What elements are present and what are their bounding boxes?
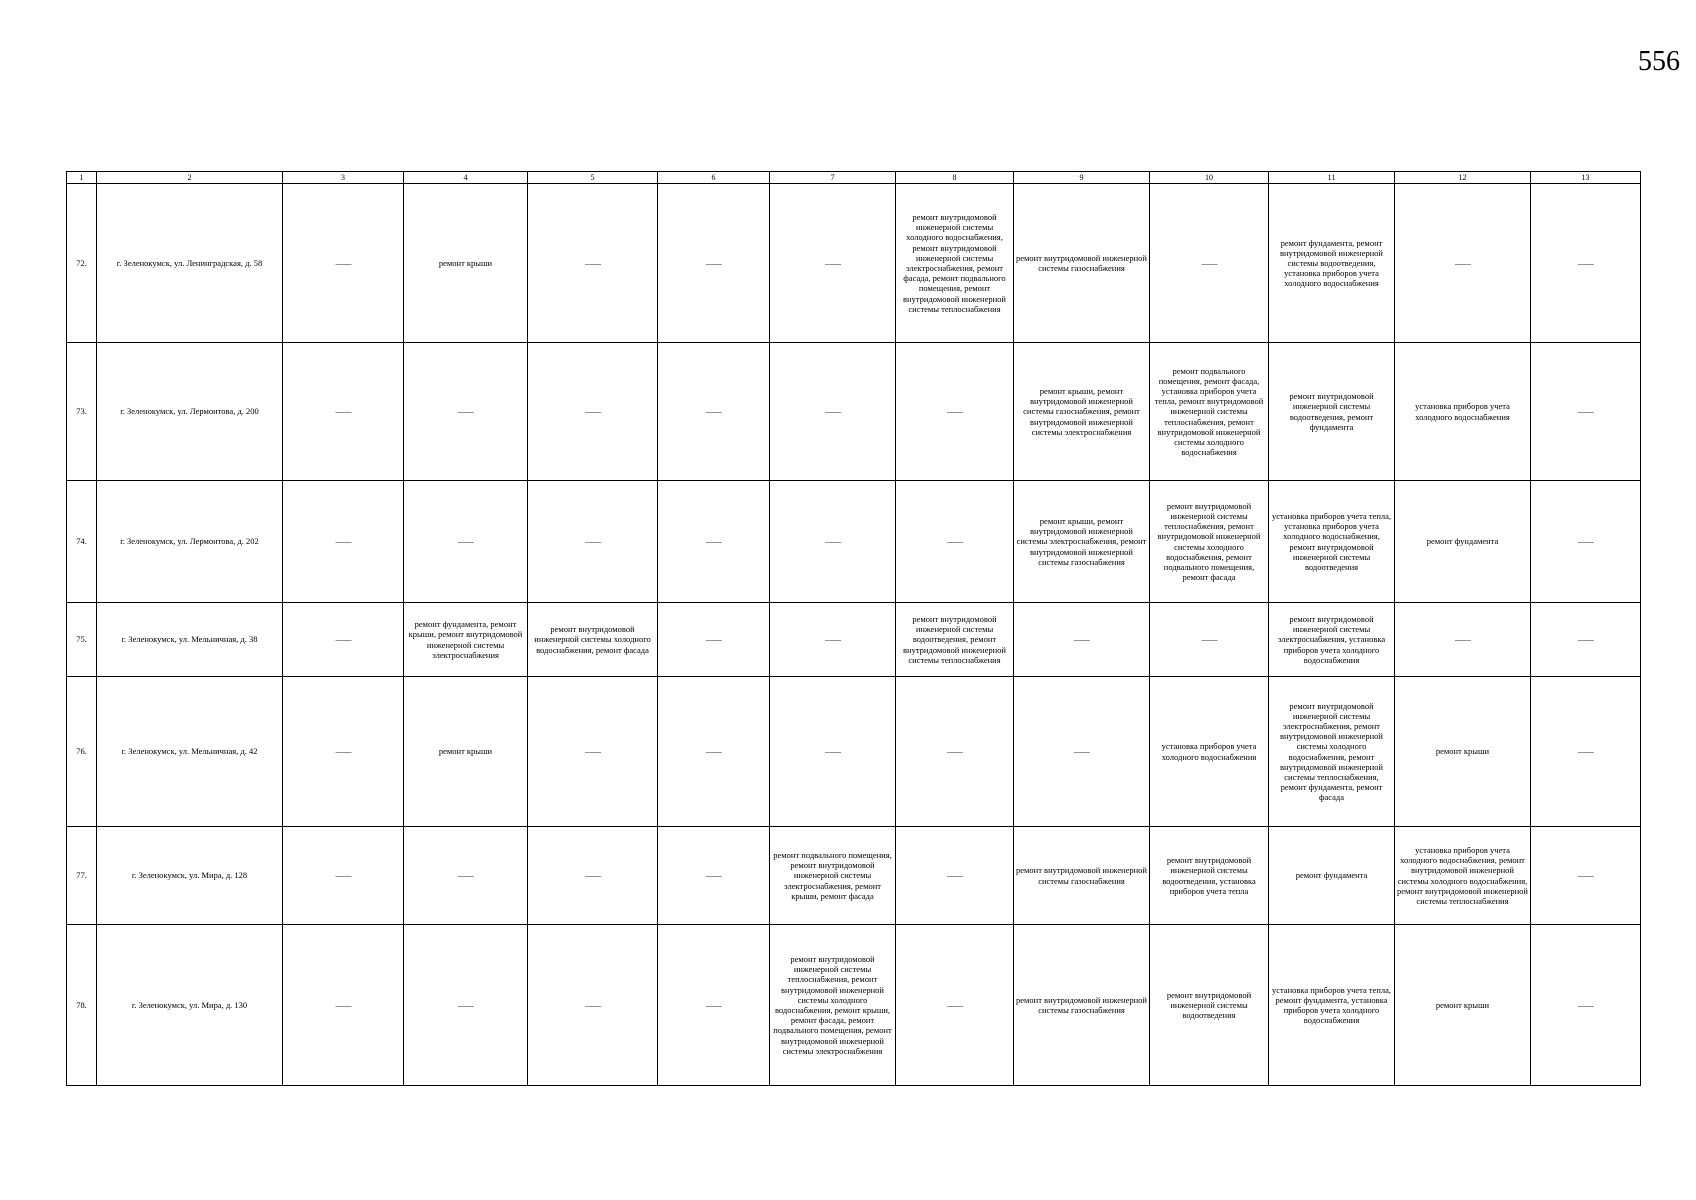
- column-number: 9: [1014, 172, 1150, 184]
- table-cell: ремонт фундамента, ремонт внутридомовой инженерной системы водоотведения, установка приборов учета холодного водоснабжения: [1269, 184, 1395, 343]
- table-cell: ——: [658, 603, 770, 677]
- table-cell: ремонт внутридомовой инженерной системы газоснабжения: [1014, 925, 1150, 1086]
- table-cell: ремонт крыши: [404, 184, 528, 343]
- table-cell: ремонт внутридомовой инженерной системы электроснабжения, ремонт внутридомовой инженерной системы холодного водоснабжения, ремонт внутридомовой инженерной системы теплоснабжения, ремонт фундамента, ремонт фасада: [1269, 677, 1395, 827]
- table-cell: ——: [1531, 603, 1641, 677]
- table-cell: ремонт крыши, ремонт внутридомовой инженерной системы электроснабжения, ремонт внутридомовой инженерной системы газоснабжения: [1014, 481, 1150, 603]
- table-cell: ——: [896, 481, 1014, 603]
- table-cell: ——: [1531, 343, 1641, 481]
- column-number: 1: [67, 172, 97, 184]
- table-row: [67, 603, 1641, 677]
- column-number: 10: [1150, 172, 1269, 184]
- table-cell: ——: [283, 184, 404, 343]
- column-number: 4: [404, 172, 528, 184]
- address-cell: г. Зеленокумск, ул. Мира, д. 128: [97, 827, 283, 925]
- column-number: 12: [1395, 172, 1531, 184]
- table-cell: ремонт внутридомовой инженерной системы холодного водоснабжения, ремонт внутридомовой инженерной системы электроснабжения, ремонт фасада, ремонт подвального помещения, ремонт внутридомовой инженерной системы теплоснабжения: [896, 184, 1014, 343]
- table-cell: ——: [770, 184, 896, 343]
- table-cell: ——: [1531, 827, 1641, 925]
- row-number: 78.: [67, 925, 97, 1086]
- column-number-row: [67, 172, 1641, 184]
- table-cell: ——: [283, 677, 404, 827]
- table-cell: ——: [896, 677, 1014, 827]
- table-cell: ремонт внутридомовой инженерной системы водоотведения: [1150, 925, 1269, 1086]
- table-cell: ——: [658, 343, 770, 481]
- table-cell: ремонт крыши: [1395, 677, 1531, 827]
- repair-schedule-table: [66, 171, 1641, 1086]
- address-cell: г. Зеленокумск, ул. Лермонтова, д. 200: [97, 343, 283, 481]
- column-number: 5: [528, 172, 658, 184]
- table-cell: ремонт внутридомовой инженерной системы теплоснабжения, ремонт внутридомовой инженерной системы холодного водоснабжения, ремонт крыши, ремонт фасада, ремонт подвального помещения, ремонт внутридомовой инженерной системы электроснабжения: [770, 925, 896, 1086]
- table-cell: ремонт внутридомовой инженерной системы теплоснабжения, ремонт внутридомовой инженерной системы холодного водоснабжения, ремонт подвального помещения, ремонт фасада: [1150, 481, 1269, 603]
- table-row: [67, 343, 1641, 481]
- table-cell: ремонт подвального помещения, ремонт фасада, установка приборов учета тепла, ремонт внутридомовой инженерной системы теплоснабжения, ремонт внутридомовой инженерной системы холодного водоснабжения: [1150, 343, 1269, 481]
- page-number: 556: [1638, 46, 1680, 77]
- table-cell: ремонт фундамента, ремонт крыши, ремонт внутридомовой инженерной системы электроснабжения: [404, 603, 528, 677]
- address-cell: г. Зеленокумск, ул. Мельничная, д. 38: [97, 603, 283, 677]
- table-cell: установка приборов учета тепла, установка приборов учета холодного водоснабжения, ремонт внутридомовой инженерной системы водоотведения: [1269, 481, 1395, 603]
- table-cell: ремонт внутридомовой инженерной системы холодного водоснабжения, ремонт фасада: [528, 603, 658, 677]
- table-cell: ——: [896, 925, 1014, 1086]
- row-number: 76.: [67, 677, 97, 827]
- column-number: 7: [770, 172, 896, 184]
- table-cell: ——: [283, 925, 404, 1086]
- column-number: 13: [1531, 172, 1641, 184]
- table-row: [67, 925, 1641, 1086]
- table-cell: ——: [1150, 603, 1269, 677]
- table-row: [67, 184, 1641, 343]
- table-cell: установка приборов учета холодного водоснабжения: [1395, 343, 1531, 481]
- table-cell: ——: [528, 925, 658, 1086]
- table-cell: ——: [1014, 603, 1150, 677]
- row-number: 77.: [67, 827, 97, 925]
- table-cell: ——: [1014, 677, 1150, 827]
- table-cell: ——: [283, 481, 404, 603]
- table-cell: ——: [1395, 603, 1531, 677]
- table-cell: ремонт внутридомовой инженерной системы водоотведения, ремонт внутридомовой инженерной системы теплоснабжения: [896, 603, 1014, 677]
- table-cell: ——: [658, 925, 770, 1086]
- table-cell: ——: [1531, 184, 1641, 343]
- table-cell: установка приборов учета холодного водоснабжения, ремонт внутридомовой инженерной системы холодного водоснабжения, ремонт внутридомовой инженерной системы теплоснабжения: [1395, 827, 1531, 925]
- table-cell: ——: [528, 481, 658, 603]
- table-cell: ——: [404, 827, 528, 925]
- address-cell: г. Зеленокумск, ул. Мира, д. 130: [97, 925, 283, 1086]
- table-cell: ——: [770, 481, 896, 603]
- table-cell: ——: [283, 603, 404, 677]
- table-cell: ремонт крыши, ремонт внутридомовой инженерной системы газоснабжения, ремонт внутридомовой инженерной системы электроснабжения: [1014, 343, 1150, 481]
- table-cell: ремонт крыши: [1395, 925, 1531, 1086]
- table-cell: ——: [770, 677, 896, 827]
- address-cell: г. Зеленокумск, ул. Мельничная, д. 42: [97, 677, 283, 827]
- address-cell: г. Зеленокумск, ул. Ленинградская, д. 58: [97, 184, 283, 343]
- table-cell: ремонт подвального помещения, ремонт внутридомовой инженерной системы электроснабжения, ремонт крыши, ремонт фасада: [770, 827, 896, 925]
- column-number: 8: [896, 172, 1014, 184]
- table-cell: ——: [658, 481, 770, 603]
- table-cell: ——: [1395, 184, 1531, 343]
- table-cell: ремонт внутридомовой инженерной системы электроснабжения, установка приборов учета холодного водоснабжения: [1269, 603, 1395, 677]
- address-cell: г. Зеленокумск, ул. Лермонтова, д. 202: [97, 481, 283, 603]
- table-cell: ——: [528, 184, 658, 343]
- table-cell: ——: [283, 343, 404, 481]
- row-number: 72.: [67, 184, 97, 343]
- table-cell: ——: [1531, 677, 1641, 827]
- row-number: 75.: [67, 603, 97, 677]
- table-cell: ремонт внутридомовой инженерной системы газоснабжения: [1014, 184, 1150, 343]
- table-cell: ——: [658, 184, 770, 343]
- table-cell: ——: [1531, 925, 1641, 1086]
- table-cell: ремонт внутридомовой инженерной системы водоотведения, ремонт фундамента: [1269, 343, 1395, 481]
- table-cell: ——: [1531, 481, 1641, 603]
- table-cell: ——: [770, 603, 896, 677]
- table-cell: ——: [658, 827, 770, 925]
- table-cell: ——: [283, 827, 404, 925]
- table-cell: ——: [404, 481, 528, 603]
- table-cell: установка приборов учета холодного водоснабжения: [1150, 677, 1269, 827]
- table-cell: ——: [528, 343, 658, 481]
- row-number: 73.: [67, 343, 97, 481]
- table-cell: ——: [528, 827, 658, 925]
- table-cell: ——: [404, 925, 528, 1086]
- table-cell: ——: [896, 827, 1014, 925]
- table-cell: ——: [896, 343, 1014, 481]
- column-number: 2: [97, 172, 283, 184]
- table-cell: ——: [658, 677, 770, 827]
- table-cell: ——: [528, 677, 658, 827]
- table-cell: ——: [404, 343, 528, 481]
- column-number: 6: [658, 172, 770, 184]
- table-cell: ремонт внутридомовой инженерной системы газоснабжения: [1014, 827, 1150, 925]
- column-number: 3: [283, 172, 404, 184]
- table-cell: ремонт фундамента: [1395, 481, 1531, 603]
- column-number: 11: [1269, 172, 1395, 184]
- table-cell: установка приборов учета тепла, ремонт фундамента, установка приборов учета холодного водоснабжения: [1269, 925, 1395, 1086]
- table-cell: ремонт крыши: [404, 677, 528, 827]
- table-cell: ремонт фундамента: [1269, 827, 1395, 925]
- table-cell: ——: [770, 343, 896, 481]
- table-cell: ремонт внутридомовой инженерной системы водоотведения, установка приборов учета тепла: [1150, 827, 1269, 925]
- table-row: [67, 481, 1641, 603]
- table-row: [67, 677, 1641, 827]
- table-cell: ——: [1150, 184, 1269, 343]
- row-number: 74.: [67, 481, 97, 603]
- table-row: [67, 827, 1641, 925]
